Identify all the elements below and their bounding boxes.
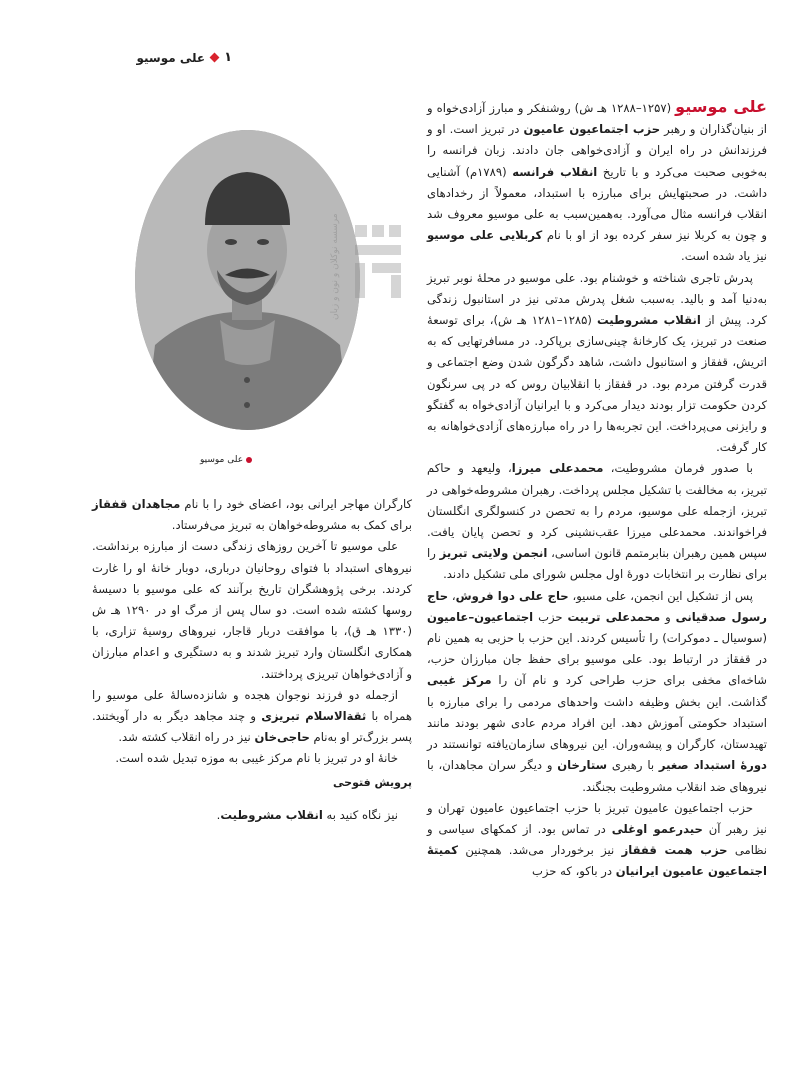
photo-caption (200, 455, 252, 465)
paragraph-intro (427, 96, 767, 268)
bold-term: حیدرعمو اوغلی (611, 821, 703, 836)
running-title: علی موسیو (136, 50, 206, 65)
running-header (92, 50, 232, 65)
bold-term: حاج علی دوا فروش (455, 588, 569, 603)
paragraph-3 (427, 458, 767, 585)
text-run: برای کمک به مشروطه‌خواهان به تبریز می‌فرستاد. (171, 518, 412, 533)
text-run: کارگران مهاجر ایرانی بود، اعضای خود را با نام (180, 497, 412, 511)
text-run: و (660, 609, 676, 624)
text-run: نیز برخوردار می‌شد. همچنین (458, 843, 622, 858)
text-run: (سوسیال ـ دموکرات) را تأسیس کردند. این حزب با حزبی به همین نام در قفقاز در ارتباط بود. علی موسیو برای حفظ جان مبارزان حزب، شاخه‌ای مخفی برای حزب طراحی کرد و نام آن را (427, 631, 767, 688)
text-run: . (216, 807, 221, 822)
photo-caption-text: علی موسیو (200, 455, 244, 465)
text-run: حزب اجتماعیون عامیون تبریز با حزب اجتماعیون عامیون تهران و نیز رهبر آن (427, 800, 767, 836)
text-run: نیز یاد شده است. (681, 249, 767, 264)
paragraph-7 (92, 685, 412, 749)
watermark-logo-icon (350, 215, 405, 305)
paragraph-5 (427, 798, 767, 883)
bold-term: حاجی‌خان (254, 730, 310, 745)
text-run: پس از تشکیل این انجمن، علی مسیو، (568, 588, 753, 603)
diamond-icon (210, 53, 220, 63)
bold-term: محمدعلی میرزا (511, 461, 604, 476)
text-run: (۱۲۵۷–۱۲۸۸ هـ ش) روشنفکر و مبارز آزادی‌خواه و از بنیان‌گذاران و رهبر (427, 101, 767, 137)
bold-term: دورهٔ استبداد صغیر (658, 758, 767, 773)
text-run: ، ولیعهد و حاکم تبریز، به مخالفت با تشکیل مجلس پرداخت. رهبران مشروطه‌خواهی در تبریز، ازجمله علی موسیو، مردم را به تحصن در کنسولگری انگلستان فراخواندند. محمدعلی میرزا عقب‌نشینی کرد و تحصن پایان یافت. سپس همین رهبران بنابرمتمم قانون اساسی، (427, 461, 767, 561)
see-also-note (92, 805, 412, 826)
bold-term: اجتماعیون–عامیون (427, 609, 534, 624)
text-run: (۱۷۸۹م) آشنایی داشت. در صحبتهایش برای مبارزه با استبداد، معمولاً از رخدادهای انقلاب فرانسه مثال می‌آورد. به‌همین‌سبب به علی موسیو معروف شد و چون به کربلا نیز سفر کرده بود از او با نام (427, 164, 768, 243)
left-column (92, 494, 412, 826)
bold-term: حاج رسول صدقیانی (427, 588, 767, 624)
portrait-illustration (135, 130, 360, 430)
bold-term: انقلاب مشروطیت (596, 313, 701, 328)
bold-term: کمیتهٔ اجتماعیون عامیون ایرانیان (427, 843, 767, 879)
bold-term: ستارخان (557, 758, 608, 773)
text-run: نیز در راه انقلاب کشته شد. (118, 730, 255, 745)
paragraph-continued (92, 494, 412, 536)
author-signature: پرویش فتوحی (333, 775, 412, 789)
text-run: را برای نظارت بر انتخابات دورهٔ اول مجلس شورای ملی تشکیل دادند. (427, 546, 767, 582)
paragraph-8: خانهٔ او در تبریز با نام مرکز غیبی به موزه تبدیل شده است. (115, 751, 398, 766)
text-run: در تبریز است. او و فرزندانش در راه ایران و آزادی‌خواهی جان دادند. زبان فرانسه را به‌خوبی صحبت می‌کرد و با تاریخ (427, 122, 767, 179)
text-run: (۱۲۸۵–۱۲۸۱ هـ ش)، برای توسعهٔ صنعت در تبریز، یک کارخانهٔ چینی‌سازی برپاکرد. در مسافرتهایی که به اتریش، قفقاز و استانبول داشت، شاهد دگرگون شدن وضع اجتماعی و قدرت گرفتن مردم بود. در قفقاز با انقلابیان روس که در پی سرنگون کردن حکومت تزار بودند دیدار می‌کرد و با ایرانیان آزادی‌خواه به گفتگو و رایزنی می‌پرداخت. این تجربه‌ها را در راه مبارزه‌های آزادی‌خواهانه به کار گرفت. (427, 313, 767, 455)
entry-title: علی موسیو (675, 97, 767, 116)
watermark-text: مرسسه نوکلان و نون و زبان (330, 213, 340, 320)
text-run: و دیگر سران مجاهدان، با نیروهای ضد انقلاب مشروطیت بجنگند. (427, 758, 767, 794)
text-run: و چند مجاهد دیگر به دار آویختند. پسر بزرگ‌تر او به‌نام (92, 709, 412, 745)
bold-term: حزب همت قفقاز (621, 843, 728, 858)
text-run: با صدور فرمان مشروطیت، (603, 461, 753, 476)
text-run: نیز نگاه کنید به (322, 807, 398, 822)
bold-term: کربلایی علی موسیو (427, 228, 543, 243)
paragraph-6: علی موسیو تا آخرین روزهای زندگی دست از مبارزه برنداشت. نیروهای استبداد با فتوای روحانیان درباری، دوبار خانهٔ او را غارت کردند. برخی پژوهشگران تاریخ برآنند که علی موسیو با دسیسهٔ روسها کشته شده است. دو سال پس از مرگ او در ۱۲۹۰ هـ ش (۱۳۳۰ هـ ق)، با موافقت دربار قاجار، نیروهای روسیهٔ تزاری، با همکاری انگلستان وارد تبریز شدند و به دستگیری و اعدام مبارزان و آزادی‌خواهان تبریزی پرداختند. (92, 539, 412, 681)
right-column (427, 96, 767, 883)
text-run: در باکو، که حزب (531, 864, 616, 879)
bold-term: مجاهدان قفقاز (92, 497, 181, 511)
cross-reference-link[interactable]: انقلاب مشروطیت (220, 807, 323, 822)
bold-term: انقلاب فرانسه (512, 164, 598, 179)
paragraph-2 (427, 268, 767, 459)
bold-term: مرکز غیبی (427, 673, 492, 688)
text-run: پدرش تاجری شناخته و خوشنام بود. علی موسیو در محلهٔ نوبر تبریز به‌دنیا آمد و بالید. به‌سبب شغل پدرش مدتی نیز در استانبول زندگی کرد. پیش از (427, 270, 768, 328)
text-run: ازجمله دو فرزند نوجوان هجده و شانزده‌سالهٔ علی موسیو را همراه با (92, 687, 412, 724)
paragraph-4 (427, 586, 767, 798)
bold-term: محمدعلی تربیت (567, 609, 661, 624)
text-run: حزب (533, 609, 568, 624)
portrait-photo (135, 130, 360, 430)
bold-term: ثقةالاسلام تبریزی (261, 709, 367, 724)
bullet-icon (246, 457, 252, 463)
bold-term: حزب اجتماعیون عامیون (523, 122, 661, 137)
page-number: ۱ (224, 50, 232, 65)
text-run: با رهبری (607, 758, 659, 773)
text-run: در تماس بود. از کمکهای سیاسی و نظامی (427, 821, 767, 858)
text-run: ، (448, 588, 456, 603)
text-run: گذاشت. این بخش وظیفه داشت واحدهای مردمی را برای مبارزه با استبداد حکومتی آموزش دهد. این افراد مردم عادی شهر بودند مانند تهیدستان، کارگران و پیشه‌وران. این نیروهای سازمان‌یافته توانستند در (427, 694, 767, 752)
bold-term: انجمن ولایتی تبریز (439, 546, 548, 561)
